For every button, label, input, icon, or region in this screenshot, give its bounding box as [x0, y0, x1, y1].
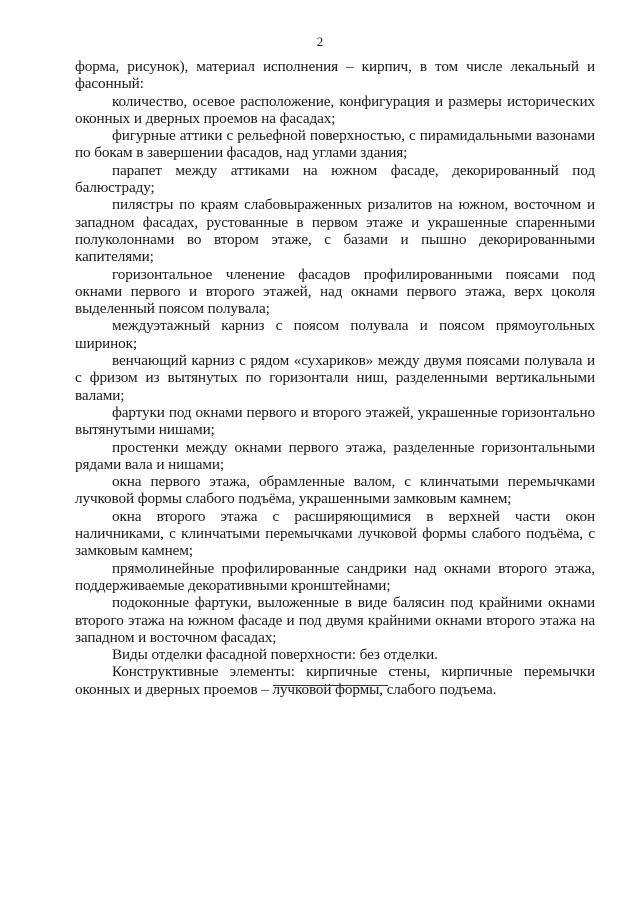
paragraph: пилястры по краям слабовыраженных ризалитов на южном, восточном и западном фасадах, рустованные в первом этаже и украшенные спаренными полуколоннами во втором этаже, с базами и пышно декорированными капителями; [75, 196, 595, 266]
paragraph: парапет между аттиками на южном фасаде, декорированный под балюстраду; [75, 161, 595, 197]
paragraph: Виды отделки фасадной поверхности: без отделки. [112, 646, 438, 664]
paragraph: фартуки под окнами первого и второго этажей, украшенные горизонтально вытянутыми нишами; [75, 403, 595, 439]
end-divider [273, 685, 388, 686]
paragraph: окна второго этажа с расширяющимися в верхней части окон наличниками, с клинчатыми перемычками лучковой формы слабого подъёма, с замковым камнем; [75, 507, 595, 560]
paragraph: горизонтальное членение фасадов профилированными поясами под окнами первого и второго этажей, над окнами первого этажа, верх цоколя выделенный поясом полувала; [75, 265, 595, 318]
paragraph: окна первого этажа, обрамленные валом, с клинчатыми перемычками лучковой формы слабого подъёма, украшенными замковым камнем; [75, 473, 595, 508]
paragraph: междуэтажный карниз с поясом полувала и поясом прямоугольных ширинок; [75, 317, 595, 352]
paragraph: форма, рисунок), материал исполнения – кирпич, в том числе лекальный и фасонный: [75, 58, 595, 93]
paragraph: венчающий карниз с рядом «сухариков» между двумя поясами полувала и с фризом из вытянутых по горизонтали ниш, разделенными вертикальными валами; [75, 352, 595, 404]
document-body [75, 58, 595, 698]
paragraph: количество, осевое расположение, конфигурация и размеры исторических оконных и дверных проемов на фасадах; [75, 92, 595, 127]
paragraph: простенки между окнами первого этажа, разделенные горизонтальными рядами вала и нишами; [75, 438, 595, 473]
paragraph: подоконные фартуки, выложенные в виде балясин под крайними окнами второго этажа на южном фасаде и под двумя крайними окнами второго этажа на западном и восточном фасадах; [75, 594, 595, 646]
paragraph: прямолинейные профилированные сандрики над окнами второго этажа, поддерживаемые декоративными кронштейнами; [75, 559, 595, 594]
paragraph: Конструктивные элементы: кирпичные стены, кирпичные перемычки оконных и дверных проемов – лучковой формы, слабого подъема. [75, 663, 595, 698]
paragraph: фигурные аттики с рельефной поверхностью, с пирамидальными вазонами по бокам в завершении фасадов, над углами здания; [75, 127, 595, 162]
page-number: 2 [316, 34, 324, 49]
